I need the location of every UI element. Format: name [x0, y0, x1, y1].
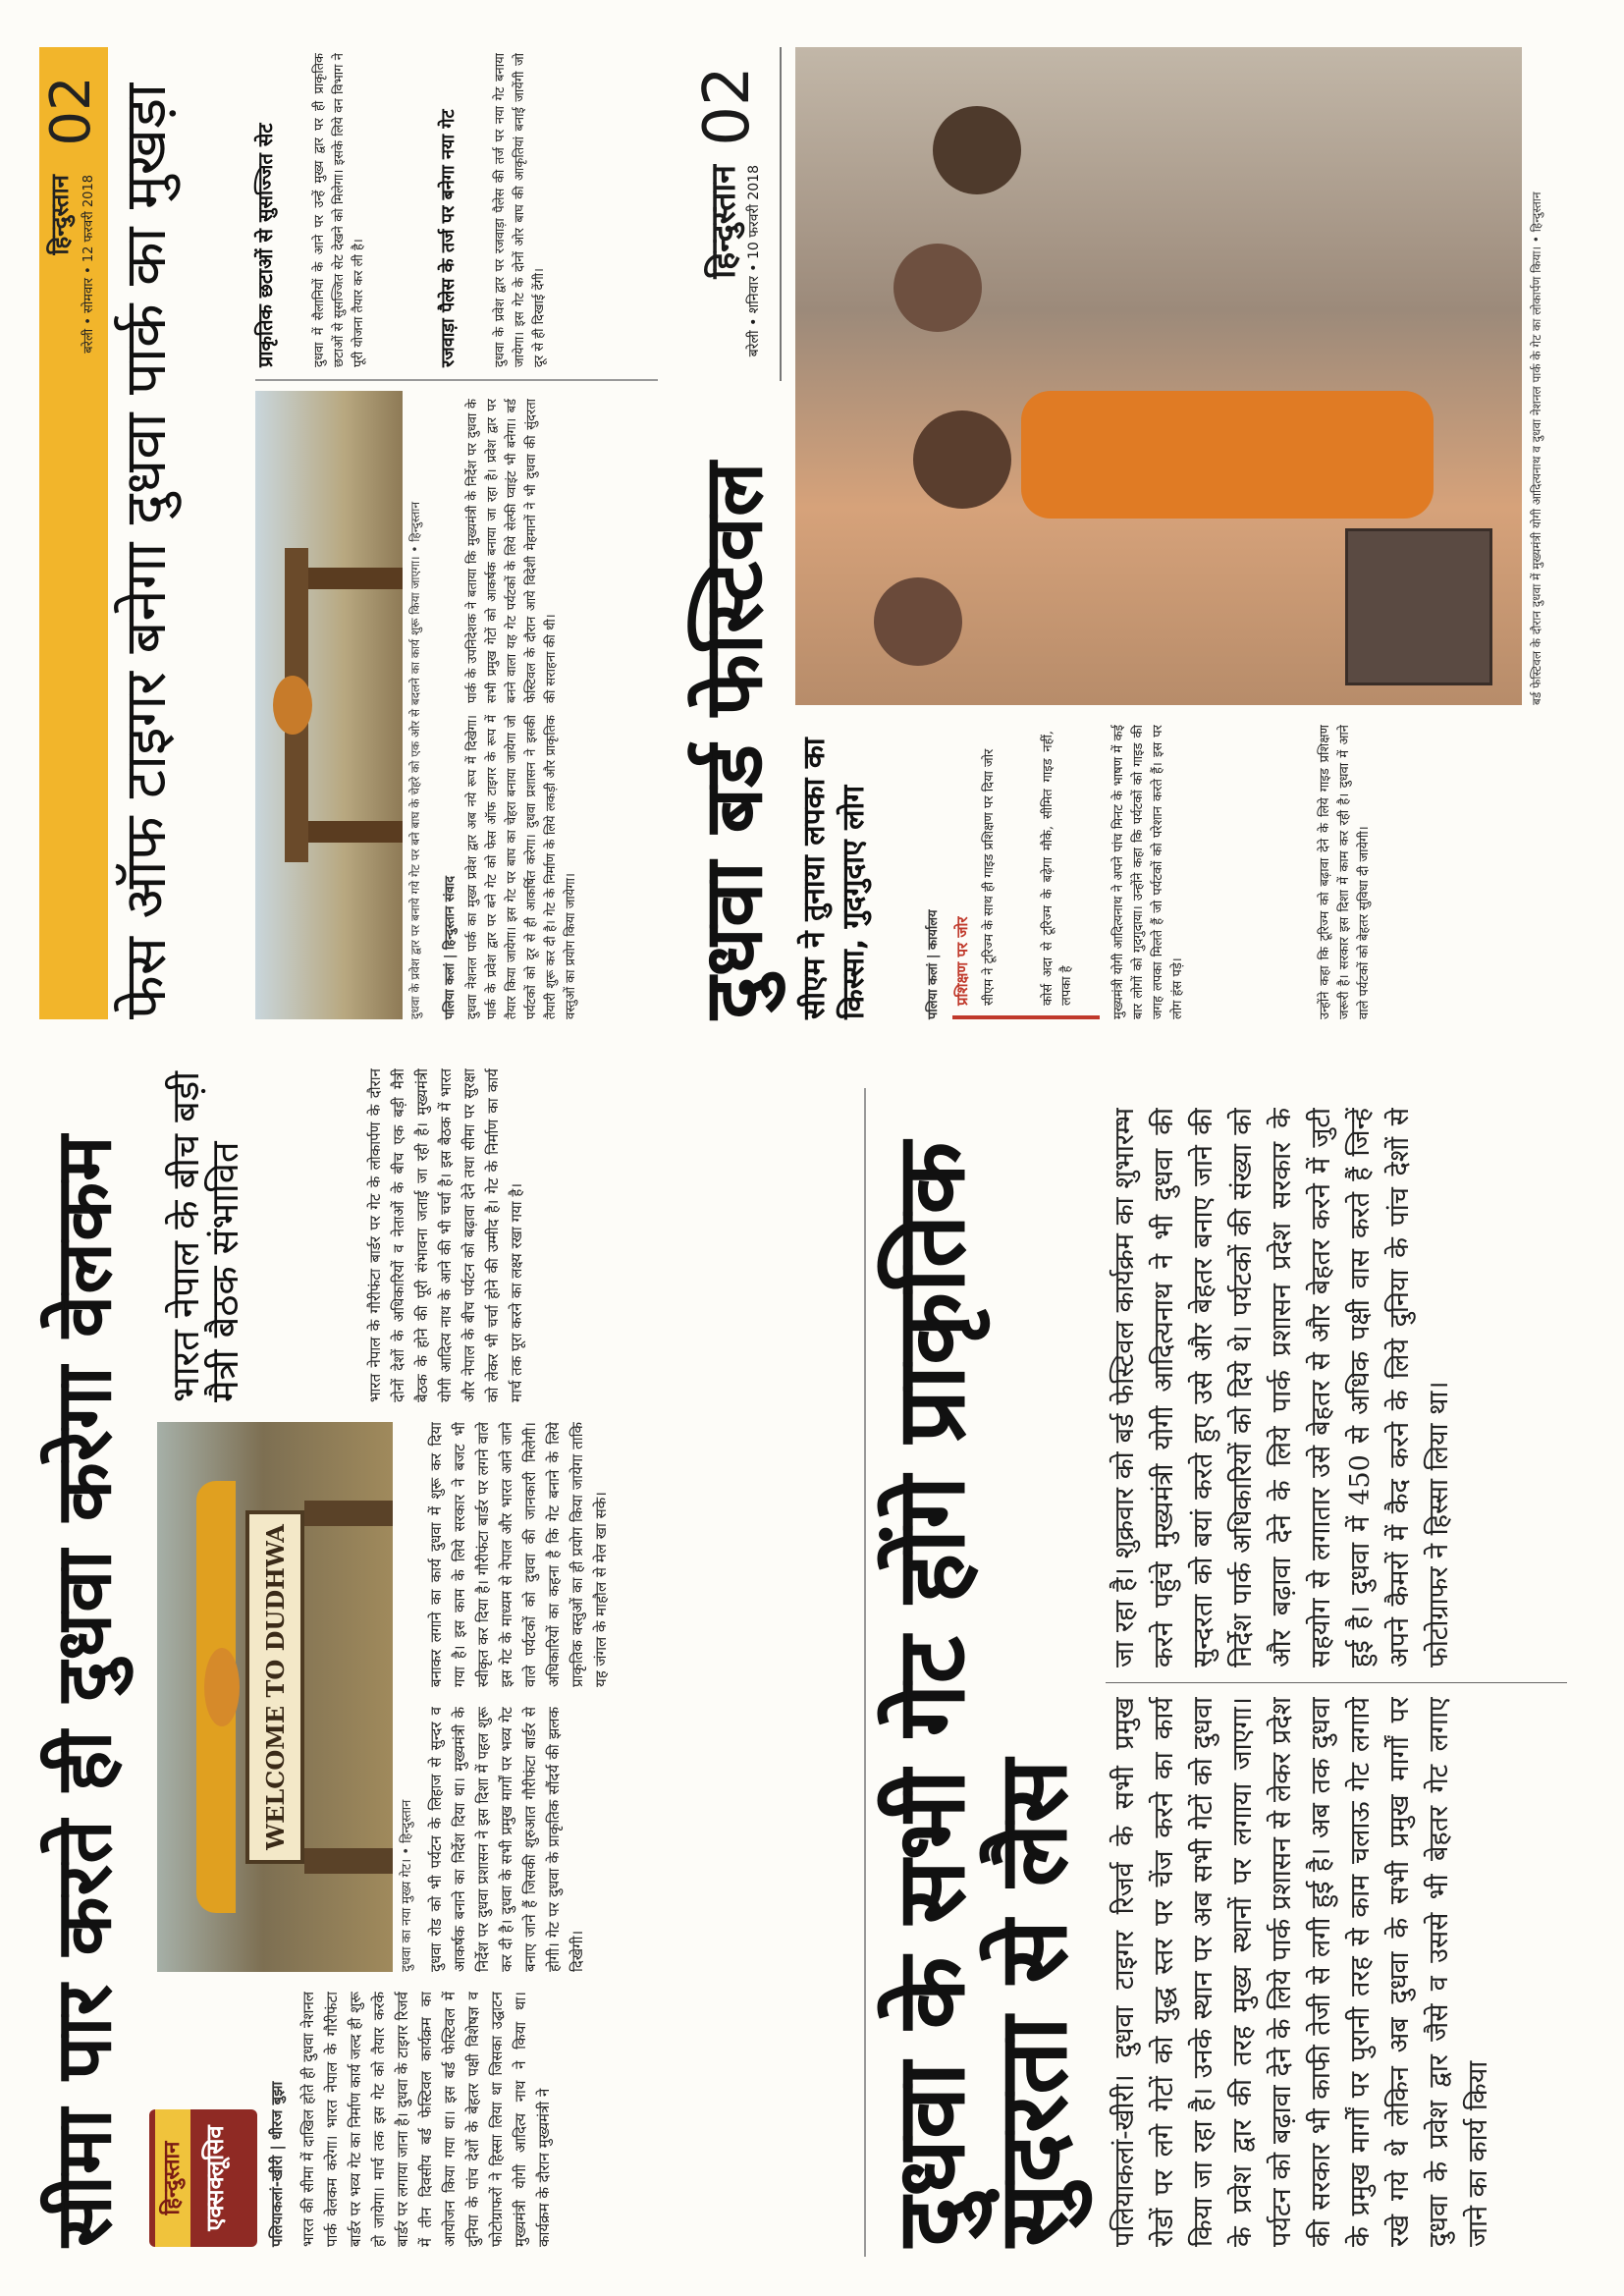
plaque-stone — [1345, 528, 1492, 685]
gate-tiger-face-icon — [273, 676, 312, 735]
clip2-date: बरेली • सोमवार • 12 फरवरी 2018 — [81, 175, 96, 354]
clip2-box2-title: रजवाड़ा पैलेस के तर्ज पर बनेगा नया गेट — [438, 109, 459, 367]
clip3-headline: दुधवा के सभी गेट होंगे प्राकृतिक सुंदरता से लैस — [876, 1141, 1088, 2247]
clip4-col2: उन्होंने कहा कि टूरिज्म को बढ़ावा देने के लिये गाइड प्रशिक्षण जरूरी है। सरकार इस दिशा में काम कर रही है। दुधवा में आने वाले पर्यटकों को बेहतर सुविधा दी जायेगी। — [1318, 725, 1372, 1019]
clip1-col1: भारत की सीमा में दाखिल होते ही दुधवा नेशनल पार्क वेलकम करेगा। भारत नेपाल के गौरीफंटा बार्डर पर भव्य गेट का निर्माण कार्य जल्द ही शुरू हो जायेगा। मार्च तक इस गेट को तैयार करके बार्डर पर लगाया जाना है। दुधवा के टाइगर रिजर्व में तीन दिवसीय बर्ड फेस्टिवल कार्यक्रम का आयोजन किया गया था। इस बर्ड फेस्टिवल में दुनिया के पांच देशों के बेहतर पक्षी विशेषज्ञ व फोटोग्राफरों ने हिस्सा लिया था जिसका उद्घाटन मुख्यमंत्री योगी आदित्य नाथ ने किया था। कार्यक्रम के दौरान मुख्यमंत्री ने — [299, 1992, 553, 2247]
clip1-sub-headline: भारत नेपाल के बीच बड़ी मैत्री बैठक संभावित — [164, 1070, 246, 1402]
clip4-date: बरेली • शनिवार • 10 फरवरी 2018 — [746, 165, 762, 357]
clip2-gate-photo — [255, 391, 403, 1019]
clip2-article — [39, 37, 668, 1019]
welcome-post-left — [304, 1848, 393, 1874]
clip4-brand-name: हिन्दुस्तान — [704, 165, 743, 279]
clip3-article — [864, 1088, 1591, 2257]
clip2-box1-text: दुधवा में सैलानियों के आने पर उन्हें मुख्य द्वार पर ही प्राकृतिक छटाओं से सुसज्जित सेट देखने को मिलेगा। इसके लिये वन विभाग ने पूरी योजना तैयार कर ली है। — [312, 53, 366, 367]
clip4-highlight-label: प्रशिक्षण पर जोर — [953, 916, 971, 1006]
clip3-column-rule — [1106, 1682, 1567, 1683]
clip1-photo-caption: दुधवा का नया मुख्य गेट। • हिन्दुस्तान — [400, 1799, 414, 1972]
clip2-photo-caption: दुधवा के प्रवेश द्वार पर बनाये गये गेट पर बने बाघ के चेहरे को एक ओर से बदलने का कार्य शुरू किया जाएगा। • हिन्दुस्तान — [408, 501, 422, 1019]
person-figure-2 — [913, 410, 1011, 509]
saffron-robe — [1021, 391, 1434, 519]
welcome-tiger-icon — [204, 1648, 240, 1726]
clip1-article — [39, 1039, 854, 2257]
clip2-masthead — [39, 47, 108, 1019]
clip4-highlight-box — [952, 725, 1100, 1019]
clip1-col4: भारत नेपाल के गौरीफंटा बार्डर पर गेट के लोकार्पण के दौरान दोनों देशों के अधिकारियों व नेताओं के बीच एक बड़ी मैत्री बैठक के होने की पूरी संभावना जताई जा रही है। मुख्यमंत्री योगी आदित्य नाथ के आने की भी चर्चा है। इस बैठक में भारत और नेपाल के बीच पर्यटन को बढ़ावा देने तथा सीमा पर सुरक्षा को लेकर भी चर्चा होने की उम्मीद है। गेट के निर्माण का कार्य मार्च तक पूरा करने का लक्ष्य रखा गया है। — [366, 1068, 525, 1402]
clip4-article — [687, 37, 1591, 1019]
clip2-brand-name: हिन्दुस्तान — [46, 175, 74, 255]
clip4-sub-headline: सीएम ने तुनाया लपका का किस्सा, गुदगुदाए लोग — [797, 738, 871, 1019]
clip3-col2: जा रहा है। शुक्रवार को बर्ड फेस्टिवल कार्यक्रम का शुभारम्भ करने पहुंचे मुख्यमंत्री योगी आदित्यनाथ ने भी दुधवा की सुन्दरता को बयां करते हुए उसे और बेहतर बनाए जाने की निर्देश पार्क अधिकारियों को दिये थे। पर्यटकों की संख्या को और बढ़ावा देने के लिये पार्क प्रशासन प्रदेश सरकार के सहयोग से लगातार उसे बेहतर से और बेहतर करने में जुटी हुई है। दुधवा में 450 से अधिक पक्षी वास करते हैं जिन्हें अपने कैमरों में कैद करने के लिये दुनिया के पांच देशों से फोटोग्राफर ने हिस्सा लिया था। — [1110, 1108, 1454, 1667]
clip2-col2: पार्क के उपनिदेशक ने बताया कि मुख्यमंत्री के निर्देश पर दुधवा के सभी प्रमुख गेटों को आकर्षक बनाया जा रहा है। प्रवेश द्वार पर बनने वाला यह गेट पर्यटकों के लिये सेल्फी प्वाइंट भी बनेगा। बर्ड फेस्टिवल के दौरान आये विदेशी मेहमानों ने भी दुधवा की सुंदरता की सराहना की थी। — [465, 399, 559, 703]
welcome-post-right — [304, 1501, 393, 1526]
clip4-cm-photo — [795, 47, 1522, 705]
clip1-edition: एक्सक्लूसिव — [201, 2125, 229, 2231]
clip4-col1: मुख्यमंत्री योगी आदित्यनाथ ने अपने पांच मिनट के भाषण में कई बार लोगों को गुदगुदाया। उन्होंने कहा कि पर्यटकों को गाइड की जगह लपका मिलते हैं जो पर्यटकों को परेशान करते हैं। इस पर लोग हंस पड़े। — [1111, 725, 1185, 1019]
clip4-masthead — [687, 47, 782, 381]
clip1-brand-box — [149, 2109, 257, 2247]
clip2-box2-text: दुधवा के प्रवेश द्वार पर रजवाड़ा पैलेस की तर्ज पर नया गेट बनाया जायेगा। इस गेट के दोनों ओर बाघ की आकृतियां बनाई जायेंगी जो दूर से ही दिखाई देंगी। — [493, 53, 547, 367]
clip2-page-no: 02 — [39, 76, 103, 146]
person-figure-1 — [874, 577, 962, 666]
clip4-photo-caption: बर्ड फेस्टिवल के दौरान दुधवा में मुख्यमंत्री योगी आदित्यनाथ व दुधवा नेशनल पार्क के गेट का लोकार्पण किया। • हिन्दुस्तान — [1530, 191, 1543, 705]
clip4-bullet-1: सीएम ने टूरिज्म के साथ ही गाइड प्रशिक्षण पर दिया जोर — [982, 748, 997, 1006]
gate-pillar-left — [308, 821, 403, 843]
clip1-headline: सीमा पार करते ही दुधवा करेगा वेलकम — [40, 1134, 129, 2247]
clip4-headline: दुधवा बर्ड फेस्टिवल — [687, 462, 781, 1019]
clip2-dateline: पलिया कलां | हिन्दुस्तान संवाद — [443, 875, 458, 1019]
clip1-col3: बनाकर लगाने का कार्य दुधवा में शुरू कर दिया गया है। इस काम के लिये सरकार ने बजट भी स्वीकृत कर दिया है। गौरीफंटा बार्डर पर लगने वाले इस गेट के माध्यम से नेपाल और भारत आने जाने वाले पर्यटकों को दुधवा की जानकारी मिलेगी। अधिकारियों का कहना है कि गेट बनाने के लिये प्राकृतिक वस्तुओं का ही प्रयोग किया जायेगा ताकि यह जंगल के माहौल से मेल खा सके। — [427, 1422, 610, 1687]
welcome-sign-board — [245, 1510, 304, 1864]
clip1-col2: दुधवा रोड को भी पर्यटन के लिहाज से सुन्दर व आकर्षक बनाने का निर्देश दिया था। मुख्यमंत्री के निर्देश पर दुधवा प्रशासन ने इस दिशा में पहल शुरू कर दी है। दुधवा के सभी प्रमुख मार्गों पर भव्य गेट बनाए जाने हैं जिसकी शुरुआत गौरीफंटा बार्डर से होगी। गेट पर दुधवा के प्राकृतिक सौंदर्य की झलक दिखेगी। — [427, 1707, 586, 1972]
clip3-col1: पलियाकलां-खीरी। दुधवा टाइगर रिजर्व के सभी प्रमुख रोडों पर लगे गेटों को युद्ध स्तर पर चेंज करने का कार्य किया जा रहा है। उनके स्थान पर अब सभी गेटों को दुधवा के प्रवेश द्वार की तरह मुख्य स्थानों पर लगाया जाएगा। पर्यटन को बढ़ावा देने के लिये पार्क प्रशासन से लेकर प्रदेश की सरकार भी काफी तेजी से लगी हुई है। अब तक दुधवा के प्रमुख मार्गों पर पुरानी तरह से काम चलाऊ गेट लगाये रखे गये थे लेकिन अब दुधवा के सभी प्रमुख मार्गों पर दुधवा के प्रवेश द्वार जैसे व उससे भी बेहतर गेट लगाए जाने का कार्य किया — [1110, 1697, 1493, 2247]
person-figure-4 — [933, 106, 1021, 194]
clip2-box1-title: प्राकृतिक छटाओं से सुसज्जित सेट — [253, 123, 277, 367]
welcome-sign-text: WELCOME TO DUDHWA — [261, 1524, 290, 1850]
clip2-col1: दुधवा नेशनल पार्क का मुख्य प्रवेश द्वार अब नये रूप में दिखेगा। पार्क के प्रवेश द्वार पर बने गेट को फेस ऑफ टाइगर के रूप में तैयार किया जायेगा। इस गेट पर बाघ का चेहरा बनाया जायेगा जो पर्यटकों को दूर से ही आकर्षित करेगा। दुधवा प्रशासन ने इसकी तैयारी शुरू कर दी है। गेट के निर्माण के लिये लकड़ी और प्राकृतिक वस्तुओं का प्रयोग किया जायेगा। — [465, 715, 578, 1019]
person-figure-3 — [893, 244, 982, 332]
clip2-headline: फेस ऑफ टाइगर बनेगा दुधवा पार्क का मुखड़ा — [112, 82, 179, 1019]
gate-pillar-right — [308, 568, 403, 589]
clip4-page-no: 02 — [691, 66, 764, 146]
clip1-dateline: पलियाकलां-खीरी | धीरज बुझा — [268, 2081, 286, 2247]
clip1-brand-name: हिन्दुस्तान — [155, 2109, 190, 2247]
clip2-sidebar — [255, 47, 658, 381]
clip1-welcome-photo — [157, 1422, 393, 1972]
clip4-byline: पलिया कलां | कार्यालय — [926, 909, 941, 1019]
clip4-left-column — [795, 725, 1581, 1019]
clip4-bullet-2: कोर्स अदा से टूरिज्म के बढ़ेगा मौके, सीमित गाइड नहीं, लपका है — [1041, 731, 1074, 1006]
